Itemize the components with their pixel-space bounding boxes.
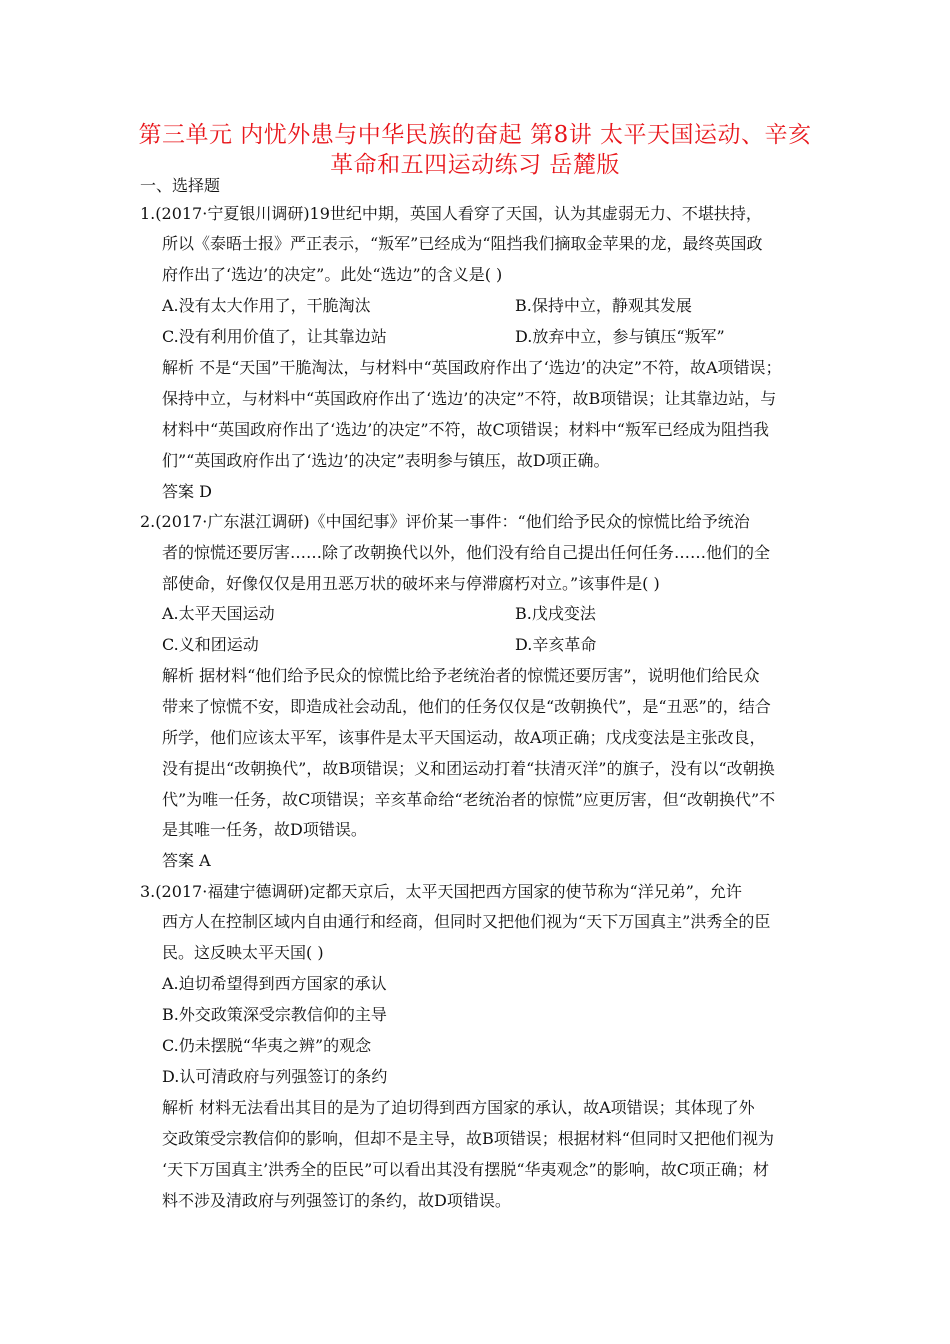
q3-analysis-line-3: ‘天下万国真主’洪秀全的臣民”可以看出其没有摆脱“华夷观念”的影响，故C项正确；材 [162,1160,769,1179]
q1-option-a: A.没有太大作用了，干脆淘汰 [162,296,371,315]
q1-analysis-line-3: 材料中“英国政府作出了‘选边’的决定”不符，故C项错误；材料中“叛军已经成为阻挡我 [162,420,769,439]
q3-option-d: D.认可清政府与列强签订的条约 [162,1067,388,1086]
q3-option-a: A.迫切希望得到西方国家的承认 [162,974,387,993]
q2-option-d: D.辛亥革命 [515,635,597,654]
q1-option-c: C.没有利用价值了，让其靠边站 [162,327,387,346]
q3-analysis-line-1: 解析 材料无法看出其目的是为了迫切得到西方国家的承认，故A项错误；其体现了外 [162,1098,755,1117]
q2-stem-line-1: 2.(2017·广东湛江调研)《中国纪事》评价某一事件：“他们给予民众的惊慌比给予统治 [140,512,750,531]
q2-analysis-line-3: 所学，他们应该太平军，该事件是太平天国运动，故A项正确；戊戌变法是主张改良， [162,728,766,747]
q1-analysis-line-4: 们”“英国政府作出了‘选边’的决定”表明参与镇压，故D项正确。 [162,451,610,470]
q1-analysis-line-2: 保持中立，与材料中“英国政府作出了‘选边’的决定”不符，故B项错误；让其靠边站，与 [162,389,777,408]
q3-stem-line-2: 西方人在控制区域内自由通行和经商，但同时又把他们视为“天下万国真主”洪秀全的臣 [162,912,771,931]
q3-option-c: C.仍未摆脱“华夷之辨”的观念 [162,1036,372,1055]
q2-analysis-line-1: 解析 据材料“他们给予民众的惊慌比给予老统治者的惊慌还要厉害”，说明他们给民众 [162,666,760,685]
q2-option-b: B.戊戌变法 [515,604,596,623]
q3-option-b: B.外交政策深受宗教信仰的主导 [162,1005,387,1024]
q2-stem-line-2: 者的惊慌还要厉害……除了改朝换代以外，他们没有给自己提出任何任务……他们的全 [162,543,771,562]
q3-analysis-line-2: 交政策受宗教信仰的影响，但却不是主导，故B项错误；根据材料“但同时又把他们视为 [162,1129,774,1148]
q1-stem-line-1: 1.(2017·宁夏银川调研)19世纪中期，英国人看穿了天国，认为其虚弱无力、不堪扶持， [140,204,762,223]
q1-stem-line-3: 府作出了‘选边’的决定”。此处“选边”的含义是( ) [162,265,503,284]
q2-analysis-line-2: 带来了惊慌不安，即造成社会动乱，他们的任务仅仅是“改朝换代”，是“丑恶”的，结合 [162,697,771,716]
q1-stem-line-2: 所以《泰晤士报》严正表示，“叛军”已经成为“阻挡我们摘取金苹果的龙，最终英国政 [162,234,763,253]
page-title-line-2: 革命和五四运动练习 岳麓版 [330,152,620,178]
section-heading: 一、选择题 [140,176,221,195]
q2-analysis-line-4: 没有提出“改朝换代”，故B项错误；义和团运动打着“扶清灭洋”的旗子，没有以“改朝换 [162,759,775,778]
q1-answer: 答案 D [162,482,212,501]
q3-stem-line-1: 3.(2017·福建宁德调研)定都天京后，太平天国把西方国家的使节称为“洋兄弟”，允许 [140,882,742,901]
q2-analysis-line-5: 代”为唯一任务，故C项错误；辛亥革命给“老统治者的惊慌”应更厉害，但“改朝换代”不 [162,790,776,809]
q2-stem-line-3: 部使命，好像仅仅是用丑恶万状的破坏来与停滞腐朽对立。”该事件是( ) [162,574,660,593]
q2-option-a: A.太平天国运动 [162,604,275,623]
q1-option-b: B.保持中立，静观其发展 [515,296,692,315]
q2-answer: 答案 A [162,851,211,870]
q1-analysis-line-1: 解析 不是“天国”干脆淘汰，与材料中“英国政府作出了‘选边’的决定”不符，故A项错误； [162,358,782,377]
q1-option-d: D.放弃中立，参与镇压“叛军” [515,327,725,346]
page-title-line-1: 第三单元 内忧外患与中华民族的奋起 第8讲 太平天国运动、辛亥 [138,122,812,148]
q3-analysis-line-4: 料不涉及清政府与列强签订的条约，故D项错误。 [162,1191,511,1210]
q3-stem-line-3: 民。这反映太平天国( ) [162,943,324,962]
q2-option-c: C.义和团运动 [162,635,259,654]
q2-analysis-line-6: 是其唯一任务，故D项错误。 [162,820,367,839]
